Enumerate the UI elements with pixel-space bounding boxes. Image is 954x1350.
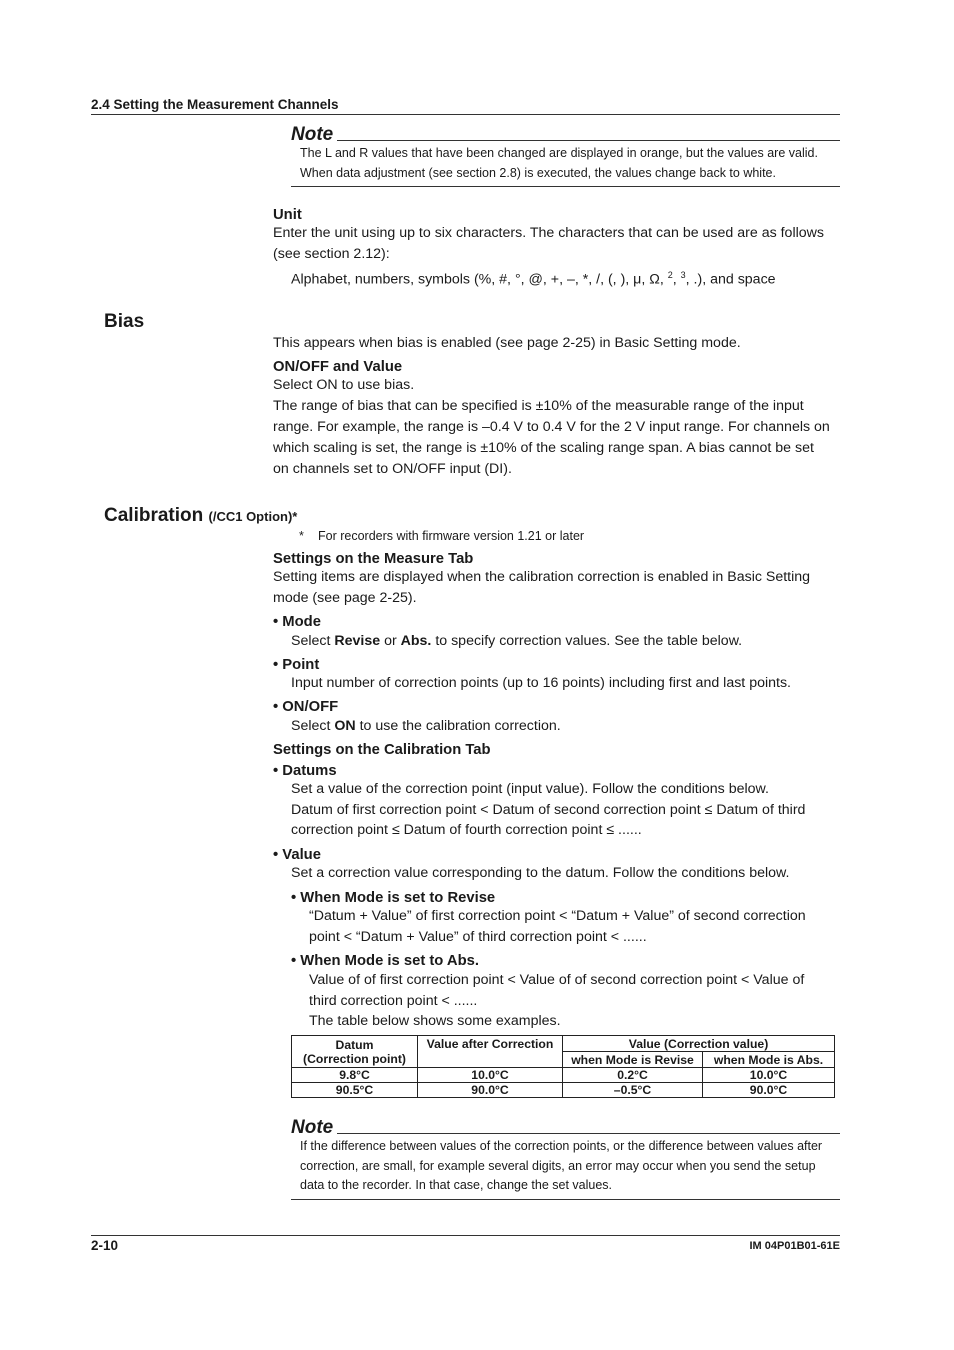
text-line: which scaling is set, the range is ±10% of the scaling range span. A bias cannot be set bbox=[273, 440, 814, 456]
header-datum bbox=[292, 1036, 418, 1068]
note-line: The L and R values that have been changed are displayed in orange, but the values are valid. bbox=[300, 146, 818, 160]
header-value-after: Value after Correction bbox=[418, 1036, 563, 1068]
calibration-tab-heading: Settings on the Calibration Tab bbox=[273, 742, 491, 758]
footnote-text: For recorders with firmware version 1.21 or later bbox=[318, 529, 585, 543]
onoff-heading: • ON/OFF bbox=[273, 699, 339, 715]
header-datum-line: (Correction point) bbox=[303, 1051, 406, 1066]
note-line: When data adjustment (see section 2.8) is executed, the values change back to white. bbox=[300, 165, 776, 180]
section-title: 2.4 Setting the Measurement Channels bbox=[91, 97, 339, 112]
point-description: Input number of correction points (up to 16 points) including first and last points. bbox=[291, 675, 791, 691]
value-description: Set a correction value corresponding to the datum. Follow the conditions below. bbox=[291, 865, 790, 881]
mode-description bbox=[291, 631, 846, 652]
superscript-2: 2 bbox=[667, 270, 673, 280]
table-cell: –0.5°C bbox=[563, 1083, 703, 1098]
text-line: mode (see page 2-25). bbox=[273, 590, 417, 606]
table-header-row bbox=[292, 1036, 835, 1052]
note-text bbox=[300, 144, 840, 183]
header-when-abs: when Mode is Abs. bbox=[703, 1052, 835, 1068]
table-cell: 10.0°C bbox=[703, 1068, 835, 1083]
table-cell: 0.2°C bbox=[563, 1068, 703, 1083]
note-line: correction, are small, for example several digits, an error may occur when you send the setup bbox=[300, 1158, 816, 1173]
bias-onoff-heading: ON/OFF and Value bbox=[273, 359, 403, 375]
table-row bbox=[292, 1068, 835, 1083]
value-heading: • Value bbox=[273, 847, 321, 863]
text-line: Value of of first correction point < Value of of second correction point < Value of bbox=[309, 972, 805, 988]
table-row bbox=[292, 1083, 835, 1098]
unit-description bbox=[273, 223, 843, 265]
text-run: to use the calibration correction. bbox=[355, 718, 561, 734]
header-value-group: Value (Correction value) bbox=[563, 1036, 835, 1052]
header-when-revise: when Mode is Revise bbox=[563, 1052, 703, 1068]
abs-description bbox=[309, 970, 849, 1032]
text-line: (see section 2.12): bbox=[273, 246, 390, 262]
datums-description bbox=[291, 779, 846, 841]
calibration-title: Calibration bbox=[104, 505, 204, 526]
table-cell: 90.0°C bbox=[418, 1083, 563, 1098]
text-line: Datum of first correction point < Datum of second correction point ≤ Datum of third bbox=[291, 801, 806, 818]
footer-rule bbox=[91, 1235, 840, 1236]
text-line: Set a value of the correction point (input value). Follow the conditions below. bbox=[291, 781, 769, 797]
chars-text: Alphabet, numbers, symbols (%, #, °, @, +, –, *, /, (, ), μ, Ω, bbox=[291, 271, 668, 288]
text-line: correction point ≤ Datum of fourth correction point ≤ ...... bbox=[291, 822, 642, 838]
text-line: range. For example, the range is –0.4 V to 0.4 V for the 2 V input range. For channels on bbox=[273, 419, 830, 435]
note-text bbox=[300, 1137, 840, 1196]
header-rule bbox=[91, 114, 840, 115]
text-line: “Datum + Value” of first correction point < “Datum + Value” of second correction bbox=[309, 908, 806, 924]
text-run: Select bbox=[291, 718, 335, 734]
note-bottom-rule bbox=[291, 1199, 840, 1200]
text-line: The table below shows some examples. bbox=[309, 1013, 561, 1029]
bias-description bbox=[273, 375, 848, 480]
bias-heading: Bias bbox=[104, 311, 145, 332]
table-cell: 90.0°C bbox=[703, 1083, 835, 1098]
unit-characters bbox=[291, 265, 851, 291]
text-run: or bbox=[380, 633, 401, 649]
superscript-3: 3 bbox=[680, 270, 686, 280]
bold-term-revise: Revise bbox=[334, 633, 381, 649]
text-line: third correction point < ...... bbox=[309, 992, 478, 1009]
point-heading: • Point bbox=[273, 657, 320, 673]
text-run: to specify correction values. See the table below. bbox=[431, 633, 743, 649]
measure-tab-description bbox=[273, 567, 843, 609]
bias-intro: This appears when bias is enabled (see page 2-25) in Basic Setting mode. bbox=[273, 335, 741, 351]
revise-heading: • When Mode is set to Revise bbox=[291, 890, 496, 906]
bold-term-on: ON bbox=[334, 718, 356, 734]
calibration-option: (/CC1 Option)* bbox=[208, 509, 298, 524]
table-cell: 90.5°C bbox=[292, 1083, 418, 1098]
text-line: Setting items are displayed when the calibration correction is enabled in Basic Setting bbox=[273, 569, 811, 585]
text-line: Enter the unit using up to six characters. The characters that can be used are as follows bbox=[273, 225, 824, 241]
revise-description bbox=[309, 906, 849, 948]
measure-tab-heading: Settings on the Measure Tab bbox=[273, 551, 474, 567]
table-cell: 10.0°C bbox=[418, 1068, 563, 1083]
chars-separator: , bbox=[672, 271, 681, 288]
datums-heading: • Datums bbox=[273, 763, 337, 779]
header-datum-line: Datum bbox=[335, 1037, 374, 1052]
calibration-heading bbox=[104, 504, 297, 529]
note-top-rule bbox=[337, 140, 840, 141]
note-line: If the difference between values of the correction points, or the difference between values after bbox=[300, 1139, 823, 1153]
note-line: data to the recorder. In that case, change the set values. bbox=[300, 1178, 613, 1192]
mode-heading: • Mode bbox=[273, 614, 321, 630]
text-run: Select bbox=[291, 633, 335, 649]
note-label: Note bbox=[291, 1117, 334, 1138]
calibration-examples-table bbox=[291, 1035, 835, 1098]
onoff-description bbox=[291, 716, 846, 737]
page-number: 2-10 bbox=[91, 1238, 119, 1253]
table-cell: 9.8°C bbox=[292, 1068, 418, 1083]
note-label: Note bbox=[291, 124, 334, 145]
abs-heading: • When Mode is set to Abs. bbox=[291, 953, 479, 969]
chars-text-end: , .), and space bbox=[685, 271, 776, 288]
bold-term-abs: Abs. bbox=[400, 633, 432, 649]
unit-heading: Unit bbox=[273, 207, 302, 223]
text-line: The range of bias that can be specified is ±10% of the measurable range of the input bbox=[273, 398, 804, 414]
note-box bbox=[291, 1117, 840, 1201]
note-box bbox=[291, 124, 840, 188]
footnote-mark: * bbox=[299, 529, 304, 543]
text-line: on channels set to ON/OFF input (DI). bbox=[273, 461, 512, 477]
text-line: Select ON to use bias. bbox=[273, 377, 415, 393]
text-line: point < “Datum + Value” of third correction point < ...... bbox=[309, 929, 647, 945]
document-id: IM 04P01B01-61E bbox=[749, 1240, 840, 1252]
note-top-rule bbox=[337, 1133, 840, 1134]
note-bottom-rule bbox=[291, 186, 840, 187]
